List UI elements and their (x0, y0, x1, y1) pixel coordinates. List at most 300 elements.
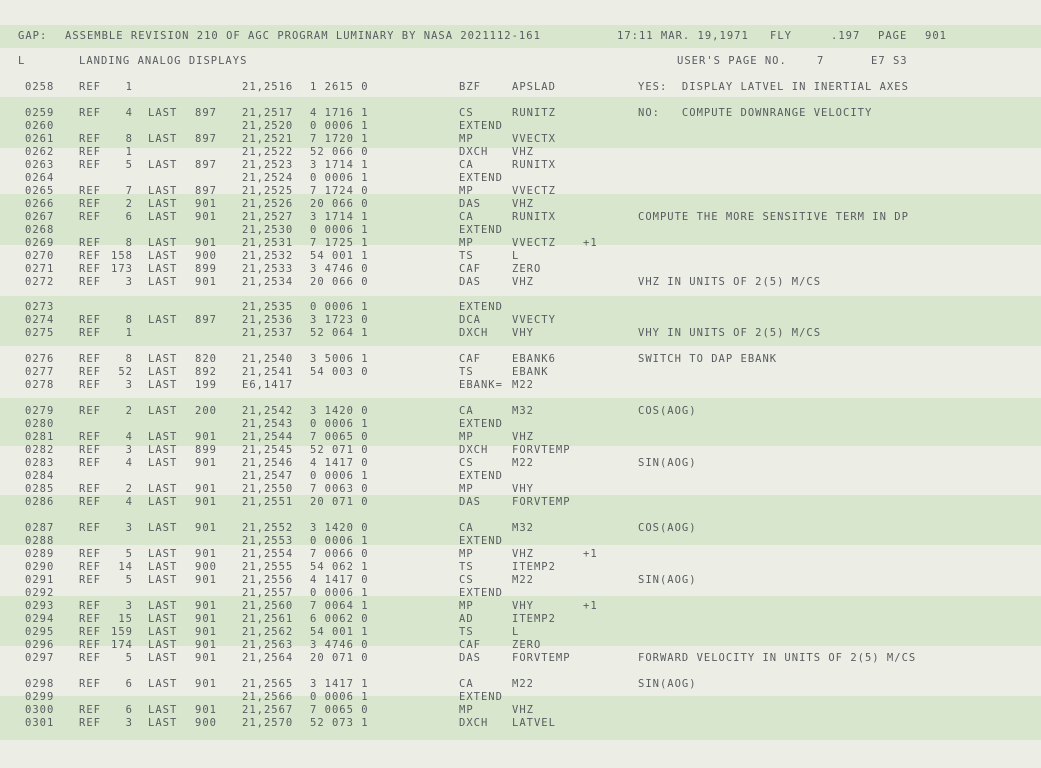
last-page: 901 (195, 237, 217, 249)
ref-count: 8 (125, 237, 133, 249)
operand: M22 (512, 678, 534, 690)
last-label: LAST (148, 613, 178, 625)
last-page: 901 (195, 522, 217, 534)
address: 21,2540 (242, 353, 294, 365)
address: 21,2531 (242, 237, 294, 249)
ref-label: REF (79, 353, 101, 365)
opcode: EXTEND (459, 691, 503, 703)
line-number: 0294 (25, 613, 55, 625)
last-label: LAST (148, 159, 178, 171)
last-page: 901 (195, 704, 217, 716)
line-number: 0293 (25, 600, 55, 612)
comment: SIN(AOG) (638, 678, 697, 690)
octal-word: 7 0066 0 (310, 548, 369, 560)
ref-label: REF (79, 185, 101, 197)
address: 21,2563 (242, 639, 294, 651)
last-page: 901 (195, 548, 217, 560)
line-number: 0275 (25, 327, 55, 339)
octal-word: 7 1720 1 (310, 133, 369, 145)
octal-word: 0 0006 1 (310, 224, 369, 236)
last-page: 901 (195, 198, 217, 210)
opcode: EXTEND (459, 301, 503, 313)
comment: COMPUTE THE MORE SENSITIVE TERM IN DP (638, 211, 909, 223)
ref-label: REF (79, 522, 101, 534)
operand: M22 (512, 574, 534, 586)
operand: VVECTY (512, 314, 556, 326)
ref-label: REF (79, 678, 101, 690)
octal-word: 0 0006 1 (310, 691, 369, 703)
marker: L (18, 55, 26, 67)
octal-word: 4 1716 1 (310, 107, 369, 119)
last-page: 200 (195, 405, 217, 417)
address: 21,2536 (242, 314, 294, 326)
ref-count: 6 (125, 678, 133, 690)
section-title: LANDING ANALOG DISPLAYS (79, 55, 248, 67)
octal-word: 52 073 1 (310, 717, 369, 729)
octal-word: 3 1420 0 (310, 405, 369, 417)
last-page: 901 (195, 211, 217, 223)
last-page: 901 (195, 431, 217, 443)
octal-word: 3 1714 1 (310, 159, 369, 171)
line-number: 0295 (25, 626, 55, 638)
address: 21,2544 (242, 431, 294, 443)
ref-count: 8 (125, 133, 133, 145)
line-number: 0258 (25, 81, 55, 93)
operand: EBANK6 (512, 353, 556, 365)
ref-count: 1 (125, 327, 133, 339)
ref-label: REF (79, 639, 101, 651)
last-page: 897 (195, 314, 217, 326)
ref-label: REF (79, 198, 101, 210)
ref-label: REF (79, 133, 101, 145)
line-number: 0262 (25, 146, 55, 158)
operand: FORVTEMP (512, 496, 571, 508)
line-number: 0276 (25, 353, 55, 365)
ref-label: REF (79, 444, 101, 456)
address: 21,2552 (242, 522, 294, 534)
opcode: MP (459, 237, 474, 249)
ref-label: REF (79, 561, 101, 573)
last-label: LAST (148, 717, 178, 729)
line-number: 0283 (25, 457, 55, 469)
octal-word: 0 0006 1 (310, 418, 369, 430)
opcode: EXTEND (459, 418, 503, 430)
ref-label: REF (79, 431, 101, 443)
fly-label: FLY (770, 30, 792, 42)
ref-count: 8 (125, 353, 133, 365)
last-page: 901 (195, 457, 217, 469)
opcode: EXTEND (459, 224, 503, 236)
opcode: DXCH (459, 444, 489, 456)
opcode: EXTEND (459, 535, 503, 547)
last-label: LAST (148, 574, 178, 586)
line-number: 0291 (25, 574, 55, 586)
ref-count: 14 (118, 561, 133, 573)
ref-count: 3 (125, 276, 133, 288)
last-label: LAST (148, 263, 178, 275)
line-number: 0299 (25, 691, 55, 703)
octal-word: 52 064 1 (310, 327, 369, 339)
last-label: LAST (148, 704, 178, 716)
octal-word: 3 1420 0 (310, 522, 369, 534)
opcode: CA (459, 211, 474, 223)
last-page: 900 (195, 250, 217, 262)
comment: SIN(AOG) (638, 457, 697, 469)
opcode: MP (459, 600, 474, 612)
gap-label: GAP: (18, 30, 48, 42)
ref-label: REF (79, 613, 101, 625)
last-label: LAST (148, 483, 178, 495)
octal-word: 3 5006 1 (310, 353, 369, 365)
line-number: 0292 (25, 587, 55, 599)
opcode: DXCH (459, 327, 489, 339)
last-page: 901 (195, 652, 217, 664)
address: 21,2556 (242, 574, 294, 586)
address: 21,2533 (242, 263, 294, 275)
line-number: 0290 (25, 561, 55, 573)
opcode: CA (459, 678, 474, 690)
opcode: CA (459, 405, 474, 417)
address: 21,2524 (242, 172, 294, 184)
operand: L (512, 250, 520, 262)
operand: VHZ (512, 431, 534, 443)
ref-count: 6 (125, 704, 133, 716)
ref-label: REF (79, 314, 101, 326)
ref-count: 158 (111, 250, 133, 262)
revision-number: .197 (831, 30, 861, 42)
ref-count: 5 (125, 548, 133, 560)
opcode: CAF (459, 639, 481, 651)
users-page-number: 7 (817, 55, 825, 67)
ref-count: 7 (125, 185, 133, 197)
ref-label: REF (79, 704, 101, 716)
octal-word: 7 1725 1 (310, 237, 369, 249)
line-number: 0297 (25, 652, 55, 664)
octal-word: 54 003 0 (310, 366, 369, 378)
line-number: 0264 (25, 172, 55, 184)
address: 21,2516 (242, 81, 294, 93)
ref-label: REF (79, 327, 101, 339)
operand: M22 (512, 379, 534, 391)
ref-count: 4 (125, 496, 133, 508)
octal-word: 7 0065 0 (310, 704, 369, 716)
line-number: 0261 (25, 133, 55, 145)
address: 21,2522 (242, 146, 294, 158)
opcode: DXCH (459, 146, 489, 158)
address: 21,2527 (242, 211, 294, 223)
line-number: 0272 (25, 276, 55, 288)
last-page: 901 (195, 678, 217, 690)
octal-word: 52 066 0 (310, 146, 369, 158)
last-label: LAST (148, 561, 178, 573)
address: 21,2545 (242, 444, 294, 456)
octal-word: 0 0006 1 (310, 172, 369, 184)
opcode: BZF (459, 81, 481, 93)
ref-label: REF (79, 81, 101, 93)
last-page: 901 (195, 276, 217, 288)
opcode: AD (459, 613, 474, 625)
octal-word: 54 001 1 (310, 250, 369, 262)
ref-count: 3 (125, 600, 133, 612)
last-label: LAST (148, 522, 178, 534)
last-label: LAST (148, 353, 178, 365)
last-page: 901 (195, 483, 217, 495)
ref-count: 4 (125, 457, 133, 469)
operand: VHY (512, 327, 534, 339)
ref-count: 2 (125, 198, 133, 210)
users-page-label: USER'S PAGE NO. (677, 55, 787, 67)
line-number: 0301 (25, 717, 55, 729)
operand: VHZ (512, 198, 534, 210)
opcode: CS (459, 574, 474, 586)
octal-word: 20 066 0 (310, 198, 369, 210)
opcode: MP (459, 431, 474, 443)
octal-word: 3 1723 0 (310, 314, 369, 326)
address: 21,2562 (242, 626, 294, 638)
address: 21,2557 (242, 587, 294, 599)
section-code: E7 S3 (871, 55, 908, 67)
ref-label: REF (79, 159, 101, 171)
ref-count: 5 (125, 652, 133, 664)
operand: ITEMP2 (512, 613, 556, 625)
operand: FORVTEMP (512, 444, 571, 456)
address: 21,2532 (242, 250, 294, 262)
address: 21,2554 (242, 548, 294, 560)
ref-label: REF (79, 263, 101, 275)
comment: VHZ IN UNITS OF 2(5) M/CS (638, 276, 822, 288)
opcode: DAS (459, 496, 481, 508)
opcode: DXCH (459, 717, 489, 729)
last-label: LAST (148, 133, 178, 145)
comment: SWITCH TO DAP EBANK (638, 353, 778, 365)
last-label: LAST (148, 379, 178, 391)
operand: ZERO (512, 639, 542, 651)
timestamp: 17:11 MAR. 19,1971 (617, 30, 749, 42)
line-number: 0300 (25, 704, 55, 716)
address: E6,1417 (242, 379, 294, 391)
address: 21,2526 (242, 198, 294, 210)
last-page: 897 (195, 133, 217, 145)
ref-count: 15 (118, 613, 133, 625)
operand: M32 (512, 405, 534, 417)
comment: YES: DISPLAY LATVEL IN INERTIAL AXES (638, 81, 909, 93)
operand: ITEMP2 (512, 561, 556, 573)
octal-word: 7 1724 0 (310, 185, 369, 197)
last-label: LAST (148, 444, 178, 456)
address: 21,2517 (242, 107, 294, 119)
ref-label: REF (79, 548, 101, 560)
ref-label: REF (79, 146, 101, 158)
octal-word: 20 071 0 (310, 652, 369, 664)
last-label: LAST (148, 678, 178, 690)
ref-count: 174 (111, 639, 133, 651)
ref-label: REF (79, 652, 101, 664)
page-number: 901 (925, 30, 947, 42)
ref-label: REF (79, 405, 101, 417)
line-number: 0284 (25, 470, 55, 482)
octal-word: 7 0063 0 (310, 483, 369, 495)
ref-count: 1 (125, 81, 133, 93)
octal-word: 20 071 0 (310, 496, 369, 508)
operand: VVECTX (512, 133, 556, 145)
last-label: LAST (148, 548, 178, 560)
opcode: TS (459, 561, 474, 573)
ref-count: 2 (125, 483, 133, 495)
octal-word: 7 0065 0 (310, 431, 369, 443)
octal-word: 4 1417 0 (310, 574, 369, 586)
operand: M22 (512, 457, 534, 469)
ref-label: REF (79, 483, 101, 495)
line-number: 0280 (25, 418, 55, 430)
opcode: MP (459, 704, 474, 716)
last-label: LAST (148, 107, 178, 119)
ref-count: 4 (125, 431, 133, 443)
octal-word: 3 4746 0 (310, 639, 369, 651)
opcode: MP (459, 548, 474, 560)
last-page: 901 (195, 496, 217, 508)
line-number: 0270 (25, 250, 55, 262)
ref-label: REF (79, 457, 101, 469)
operand: APSLAD (512, 81, 556, 93)
last-page: 901 (195, 626, 217, 638)
last-page: 901 (195, 639, 217, 651)
opcode: CA (459, 159, 474, 171)
octal-word: 0 0006 1 (310, 535, 369, 547)
octal-word: 0 0006 1 (310, 301, 369, 313)
address: 21,2537 (242, 327, 294, 339)
operand: L (512, 626, 520, 638)
comment: SIN(AOG) (638, 574, 697, 586)
ref-count: 2 (125, 405, 133, 417)
operand-offset: +1 (583, 548, 598, 560)
address: 21,2530 (242, 224, 294, 236)
last-page: 820 (195, 353, 217, 365)
operand: EBANK (512, 366, 549, 378)
operand: RUNITZ (512, 107, 556, 119)
ref-count: 8 (125, 314, 133, 326)
operand: RUNITX (512, 211, 556, 223)
last-page: 899 (195, 263, 217, 275)
last-page: 901 (195, 613, 217, 625)
comment: FORWARD VELOCITY IN UNITS OF 2(5) M/CS (638, 652, 917, 664)
opcode: EXTEND (459, 587, 503, 599)
operand-offset: +1 (583, 600, 598, 612)
opcode: CAF (459, 263, 481, 275)
last-label: LAST (148, 457, 178, 469)
address: 21,2520 (242, 120, 294, 132)
opcode: DCA (459, 314, 481, 326)
opcode: EXTEND (459, 470, 503, 482)
ref-label: REF (79, 600, 101, 612)
operand: M32 (512, 522, 534, 534)
last-page: 899 (195, 444, 217, 456)
opcode: TS (459, 366, 474, 378)
ref-label: REF (79, 717, 101, 729)
operand: RUNITX (512, 159, 556, 171)
line-number: 0263 (25, 159, 55, 171)
last-label: LAST (148, 314, 178, 326)
line-number: 0274 (25, 314, 55, 326)
last-label: LAST (148, 185, 178, 197)
ref-label: REF (79, 250, 101, 262)
opcode: CAF (459, 353, 481, 365)
line-number: 0269 (25, 237, 55, 249)
line-number: 0260 (25, 120, 55, 132)
ref-label: REF (79, 276, 101, 288)
opcode: TS (459, 626, 474, 638)
octal-word: 52 071 0 (310, 444, 369, 456)
line-number: 0281 (25, 431, 55, 443)
opcode: CA (459, 522, 474, 534)
line-number: 0266 (25, 198, 55, 210)
octal-word: 1 2615 0 (310, 81, 369, 93)
line-number: 0286 (25, 496, 55, 508)
address: 21,2535 (242, 301, 294, 313)
octal-word: 54 062 1 (310, 561, 369, 573)
comment: COS(AOG) (638, 405, 697, 417)
last-page: 897 (195, 185, 217, 197)
comment: VHY IN UNITS OF 2(5) M/CS (638, 327, 822, 339)
opcode: MP (459, 185, 474, 197)
ref-count: 6 (125, 211, 133, 223)
address: 21,2525 (242, 185, 294, 197)
operand-offset: +1 (583, 237, 598, 249)
octal-word: 20 066 0 (310, 276, 369, 288)
last-page: 900 (195, 561, 217, 573)
line-number: 0273 (25, 301, 55, 313)
line-number: 0288 (25, 535, 55, 547)
last-label: LAST (148, 626, 178, 638)
ref-count: 4 (125, 107, 133, 119)
opcode: MP (459, 483, 474, 495)
ref-label: REF (79, 496, 101, 508)
opcode: MP (459, 133, 474, 145)
address: 21,2566 (242, 691, 294, 703)
ref-label: REF (79, 626, 101, 638)
octal-word: 54 001 1 (310, 626, 369, 638)
line-number: 0285 (25, 483, 55, 495)
opcode: TS (459, 250, 474, 262)
last-page: 897 (195, 107, 217, 119)
line-number: 0268 (25, 224, 55, 236)
address: 21,2547 (242, 470, 294, 482)
octal-word: 0 0006 1 (310, 120, 369, 132)
operand: VHZ (512, 548, 534, 560)
ref-label: REF (79, 107, 101, 119)
last-page: 892 (195, 366, 217, 378)
address: 21,2567 (242, 704, 294, 716)
comment: NO: COMPUTE DOWNRANGE VELOCITY (638, 107, 873, 119)
ref-count: 3 (125, 522, 133, 534)
opcode: CS (459, 457, 474, 469)
ref-label: REF (79, 379, 101, 391)
ref-count: 1 (125, 146, 133, 158)
ref-count: 173 (111, 263, 133, 275)
line-number: 0265 (25, 185, 55, 197)
ref-count: 159 (111, 626, 133, 638)
last-label: LAST (148, 276, 178, 288)
opcode: EXTEND (459, 172, 503, 184)
last-page: 901 (195, 574, 217, 586)
last-label: LAST (148, 237, 178, 249)
line-number: 0287 (25, 522, 55, 534)
address: 21,2542 (242, 405, 294, 417)
comment: COS(AOG) (638, 522, 697, 534)
operand: LATVEL (512, 717, 556, 729)
last-label: LAST (148, 652, 178, 664)
opcode: EXTEND (459, 120, 503, 132)
opcode: DAS (459, 276, 481, 288)
